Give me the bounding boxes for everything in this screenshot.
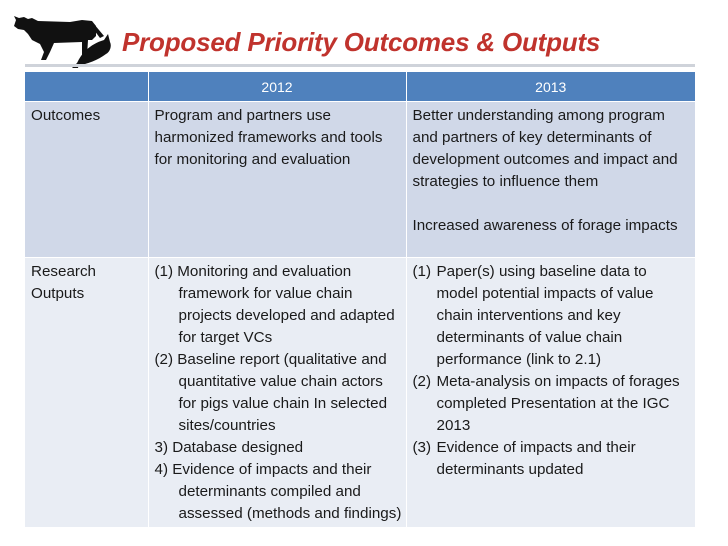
item-number: (3): [412, 439, 432, 456]
cell-outputs-2012: [148, 258, 406, 528]
header-2012: 2012: [148, 72, 406, 102]
output-2013-item: [413, 261, 693, 371]
item-text: Paper(s) using baseline data to model potential impacts of value chain interventions and key determinants of value chain performance (link to 2.1): [436, 263, 654, 368]
slide-title: Proposed Priority Outcomes & Outputs: [122, 27, 601, 57]
row-label-research-outputs: Research Outputs: [25, 258, 148, 528]
outcome-2013-understanding: Better understanding among program and partners of key determinants of development outcomes and impact and strategies to influence them: [412, 107, 678, 190]
cell-outcomes-2013: [406, 102, 695, 258]
header-2013: 2013: [406, 72, 695, 102]
table-header-row: [25, 72, 695, 102]
item-text: Evidence of impacts and their determinants updated: [436, 439, 636, 478]
cell-outputs-2013: [406, 258, 695, 528]
title-divider: [25, 64, 695, 67]
output-2012-item: 4) Evidence of impacts and their determinants compiled and assessed (methods and findings): [154, 461, 402, 522]
output-2013-item: [413, 437, 693, 481]
cell-outcomes-2012: Program and partners use harmonized frameworks and tools for monitoring and evaluation: [148, 102, 406, 258]
item-text: Meta-analysis on impacts of forages completed Presentation at the IGC 2013: [436, 373, 680, 434]
output-2013-item: [413, 371, 693, 437]
item-number: (2): [412, 373, 432, 390]
output-2012-item: (2) Baseline report (qualitative and quantitative value chain actors for pigs value chain In selected sites/countries: [154, 351, 388, 434]
outcome-2013-forage-awareness: Increased awareness of forage impacts: [412, 217, 678, 234]
output-2012-item: 3) Database designed: [154, 439, 304, 456]
outcomes-outputs-table: [25, 72, 695, 527]
item-number: (1): [412, 263, 432, 280]
header-blank: [25, 72, 148, 102]
table-row-research-outputs: [25, 258, 695, 528]
livestock-fish-logo: [10, 6, 120, 70]
table-row-outcomes: [25, 102, 695, 258]
row-label-outcomes: Outcomes: [25, 102, 148, 258]
output-2012-item: (1) Monitoring and evaluation framework for value chain projects developed and adapted for target VCs: [154, 263, 395, 346]
